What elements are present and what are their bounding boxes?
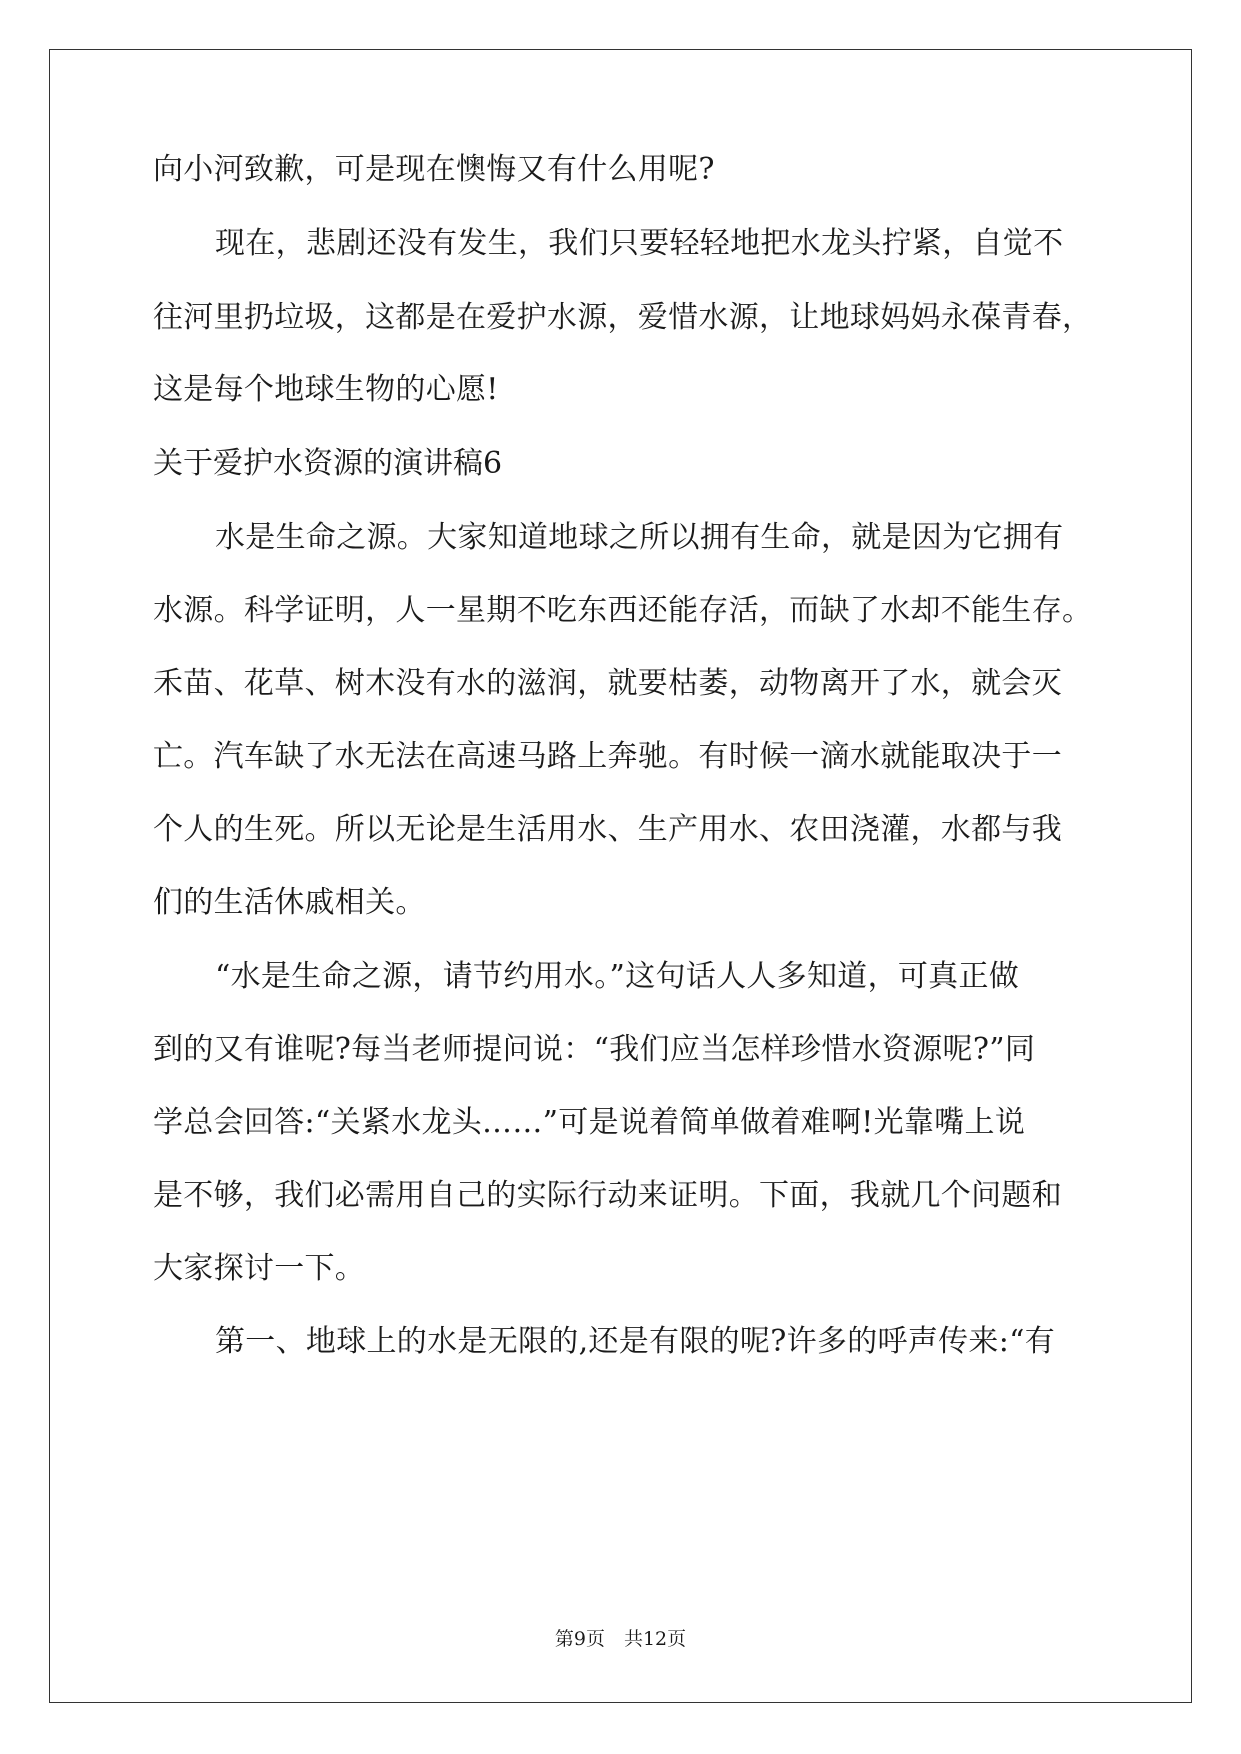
text-line: 水是生命之源。大家知道地球之所以拥有生命，就是因为它拥有: [215, 520, 1064, 555]
text-line: 大家探讨一下。: [153, 1251, 366, 1286]
text-line: 们的生活休戚相关。: [153, 885, 426, 920]
text-line: 到的又有谁呢?每当老师提问说：“我们应当怎样珍惜水资源呢?”同: [153, 1032, 1036, 1067]
text-line: 现在，悲剧还没有发生，我们只要轻轻地把水龙头拧紧，自觉不: [215, 226, 1064, 261]
text-line: 往河里扔垃圾，这都是在爱护水源，爱惜水源，让地球妈妈永葆青春，: [153, 300, 1093, 335]
text-line: “水是生命之源，请节约用水。”这句话人人多知道，可真正做: [215, 959, 1020, 994]
text-line: 这是每个地球生物的心愿!: [153, 372, 499, 407]
text-line: 亡。汽车缺了水无法在高速马路上奔驰。有时候一滴水就能取决于一: [153, 739, 1062, 774]
text-line: 第一、地球上的水是无限的,还是有限的呢?许多的呼声传来:“有: [215, 1324, 1056, 1359]
text-line: 学总会回答:“关紧水龙头……”可是说着简单做着难啊!光靠嘴上说: [153, 1105, 1026, 1140]
text-line: 水源。科学证明，人一星期不吃东西还能存活，而缺了水却不能生存。: [153, 593, 1093, 628]
text-line: 个人的生死。所以无论是生活用水、生产用水、农田浇灌，水都与我: [153, 812, 1062, 847]
text-line: 禾苗、花草、树木没有水的滋润，就要枯萎，动物离开了水，就会灭: [153, 666, 1062, 701]
section-heading: 关于爱护水资源的演讲稿6: [153, 446, 503, 481]
page-number: 第9页 共12页: [554, 1628, 687, 1650]
text-line: 向小河致歉，可是现在懊悔又有什么用呢?: [153, 152, 715, 187]
text-line: 是不够，我们必需用自己的实际行动来证明。下面，我就几个问题和: [153, 1178, 1062, 1213]
